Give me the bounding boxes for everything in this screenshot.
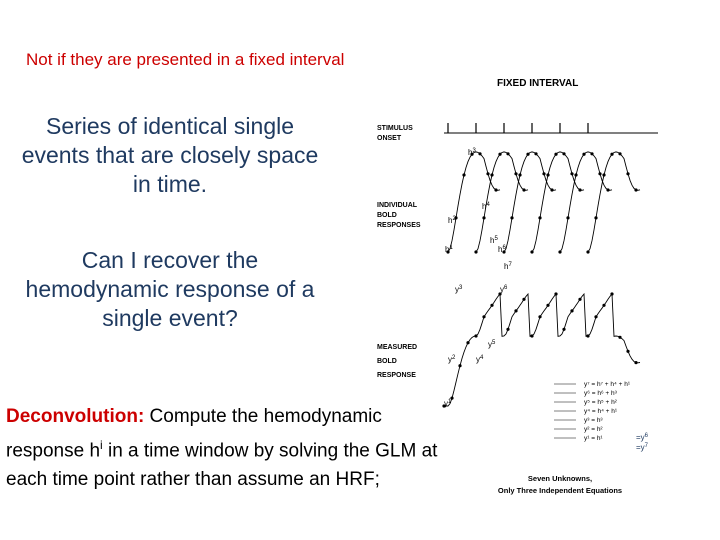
y-label-1: $y^1$: [444, 399, 452, 408]
individual-label-2: BOLD: [377, 212, 397, 219]
measured-sample-dot: [610, 292, 613, 295]
individual-sample-dot: [634, 188, 637, 191]
equation-3: y³ = h³: [584, 417, 603, 424]
measured-sample-dot: [490, 304, 493, 307]
deconvolution-superscript: i: [100, 438, 103, 452]
measured-sample-dot: [634, 361, 637, 364]
individual-sample-dot: [462, 173, 465, 176]
individual-response-curve: [588, 152, 640, 252]
measured-sample-dot: [570, 309, 573, 312]
caption-line-2: Only Three Independent Equations: [497, 486, 623, 495]
individual-sample-dot: [574, 173, 577, 176]
measured-sample-dot: [602, 304, 605, 307]
individual-sample-dot: [514, 172, 517, 175]
deconvolution-body-1: Compute the hemodynamic response h: [6, 406, 382, 462]
individual-label-1: INDIVIDUAL: [377, 202, 418, 209]
measured-sample-dot: [466, 341, 469, 344]
individual-sample-dot: [610, 153, 613, 156]
measured-sample-dot: [586, 334, 589, 337]
measured-label-3: RESPONSE: [377, 372, 416, 379]
measured-sample-dot: [626, 350, 629, 353]
individual-sample-dot: [558, 250, 561, 253]
individual-sample-dot: [522, 188, 525, 191]
y-label-4: $y^4$: [476, 355, 484, 364]
figure-title: FIXED INTERVAL: [497, 78, 579, 89]
stimulus-label-1: STIMULUS: [377, 125, 413, 132]
individual-sample-dot: [606, 188, 609, 191]
measured-sample-dot: [458, 364, 461, 367]
fixed-interval-figure: [340, 66, 680, 516]
stimulus-ticks: [448, 123, 588, 133]
measured-sample-dot: [530, 334, 533, 337]
h-label-7: $h^7$: [504, 262, 512, 271]
measured-sample-dot: [546, 304, 549, 307]
individual-sample-dot: [570, 172, 573, 175]
equation-note-2: $=y^7$: [636, 443, 649, 452]
question-text: Can I recover the hemodynamic response of a single event?: [25, 247, 315, 331]
individual-sample-dot: [526, 153, 529, 156]
individual-sample-dot: [518, 173, 521, 176]
h-label-1: $h^1$: [445, 245, 453, 254]
series-description: Series of identical single events that are closely space in time.: [21, 113, 319, 197]
equation-6: y⁶ = h⁶ + h³: [584, 390, 617, 397]
measured-sample-dot: [482, 315, 485, 318]
caption-line-1: Seven Unknowns,: [527, 474, 593, 483]
equation-list: [584, 381, 631, 442]
individual-sample-dot: [550, 188, 553, 191]
h-label-3: $h^3$: [468, 148, 476, 157]
individual-sample-dot: [602, 173, 605, 176]
measured-sample-dot: [578, 298, 581, 301]
equation-1: y¹ = h¹: [584, 435, 603, 442]
equation-note-1: $=y^6$: [636, 433, 649, 442]
y-label-2: $y^2$: [448, 355, 456, 364]
equation-7: y⁷ = h⁷ + h⁴ + h¹: [584, 381, 630, 388]
measured-sample-dot: [506, 328, 509, 331]
equation-2: y² = h²: [584, 426, 603, 433]
individual-sample-dot: [506, 152, 509, 155]
deconvolution-body-2: in a time window by solving the GLM at each time point rather than assume an HRF;: [6, 440, 438, 491]
equation-4: y⁴ = h⁴ + h¹: [584, 408, 618, 415]
individual-label-3: RESPONSES: [377, 222, 421, 229]
individual-sample-dot: [594, 216, 597, 219]
individual-sample-dot: [474, 250, 477, 253]
measured-sample-dot: [474, 334, 477, 337]
h-label-2: $h^2$: [448, 216, 456, 225]
individual-sample-dot: [566, 216, 569, 219]
individual-sample-dot: [546, 173, 549, 176]
individual-sample-dot: [534, 152, 537, 155]
deconvolution-label: Deconvolution:: [6, 406, 145, 427]
individual-sample-dot: [590, 152, 593, 155]
individual-sample-dot: [510, 216, 513, 219]
individual-sample-dot: [482, 216, 485, 219]
individual-sample-dot: [554, 153, 557, 156]
measured-sample-dot: [594, 315, 597, 318]
measured-sample-dot: [562, 328, 565, 331]
y-label-3: $y^3$: [455, 285, 463, 294]
individual-response-curve: [532, 152, 584, 252]
measured-sample-dot: [522, 298, 525, 301]
measured-sample-dot: [554, 292, 557, 295]
individual-sample-dot: [598, 172, 601, 175]
h-label-4: $h^4$: [482, 202, 490, 211]
stimulus-label-2: ONSET: [377, 135, 402, 142]
individual-sample-dot: [618, 152, 621, 155]
slide-subtitle: Not if they are presented in a fixed interval: [26, 50, 345, 69]
y-label-6: $y^6$: [500, 285, 508, 294]
individual-sample-dot: [494, 188, 497, 191]
measured-sample-dot: [538, 315, 541, 318]
individual-response-curves: [446, 152, 640, 254]
y-label-5: $y^5$: [488, 340, 496, 349]
measured-label-1: MEASURED: [377, 344, 418, 351]
individual-sample-dot: [486, 172, 489, 175]
individual-sample-dot: [582, 153, 585, 156]
individual-sample-dot: [562, 152, 565, 155]
measured-label-2: BOLD: [377, 358, 397, 365]
individual-sample-dot: [478, 152, 481, 155]
individual-sample-dot: [490, 173, 493, 176]
h-label-5: $h^5$: [490, 236, 498, 245]
individual-response-curve: [504, 152, 556, 252]
individual-sample-dot: [626, 172, 629, 175]
individual-sample-dot: [538, 216, 541, 219]
individual-sample-dot: [586, 250, 589, 253]
individual-sample-dot: [498, 153, 501, 156]
individual-sample-dot: [542, 172, 545, 175]
individual-sample-dot: [530, 250, 533, 253]
h-label-6: $h^6$: [498, 245, 506, 254]
measured-sample-dot: [618, 336, 621, 339]
measured-sample-dot: [514, 309, 517, 312]
equation-5: y⁵ = h⁵ + h²: [584, 399, 617, 406]
equation-pointers: [554, 384, 576, 438]
individual-sample-dot: [578, 188, 581, 191]
individual-response-curve: [560, 152, 612, 252]
